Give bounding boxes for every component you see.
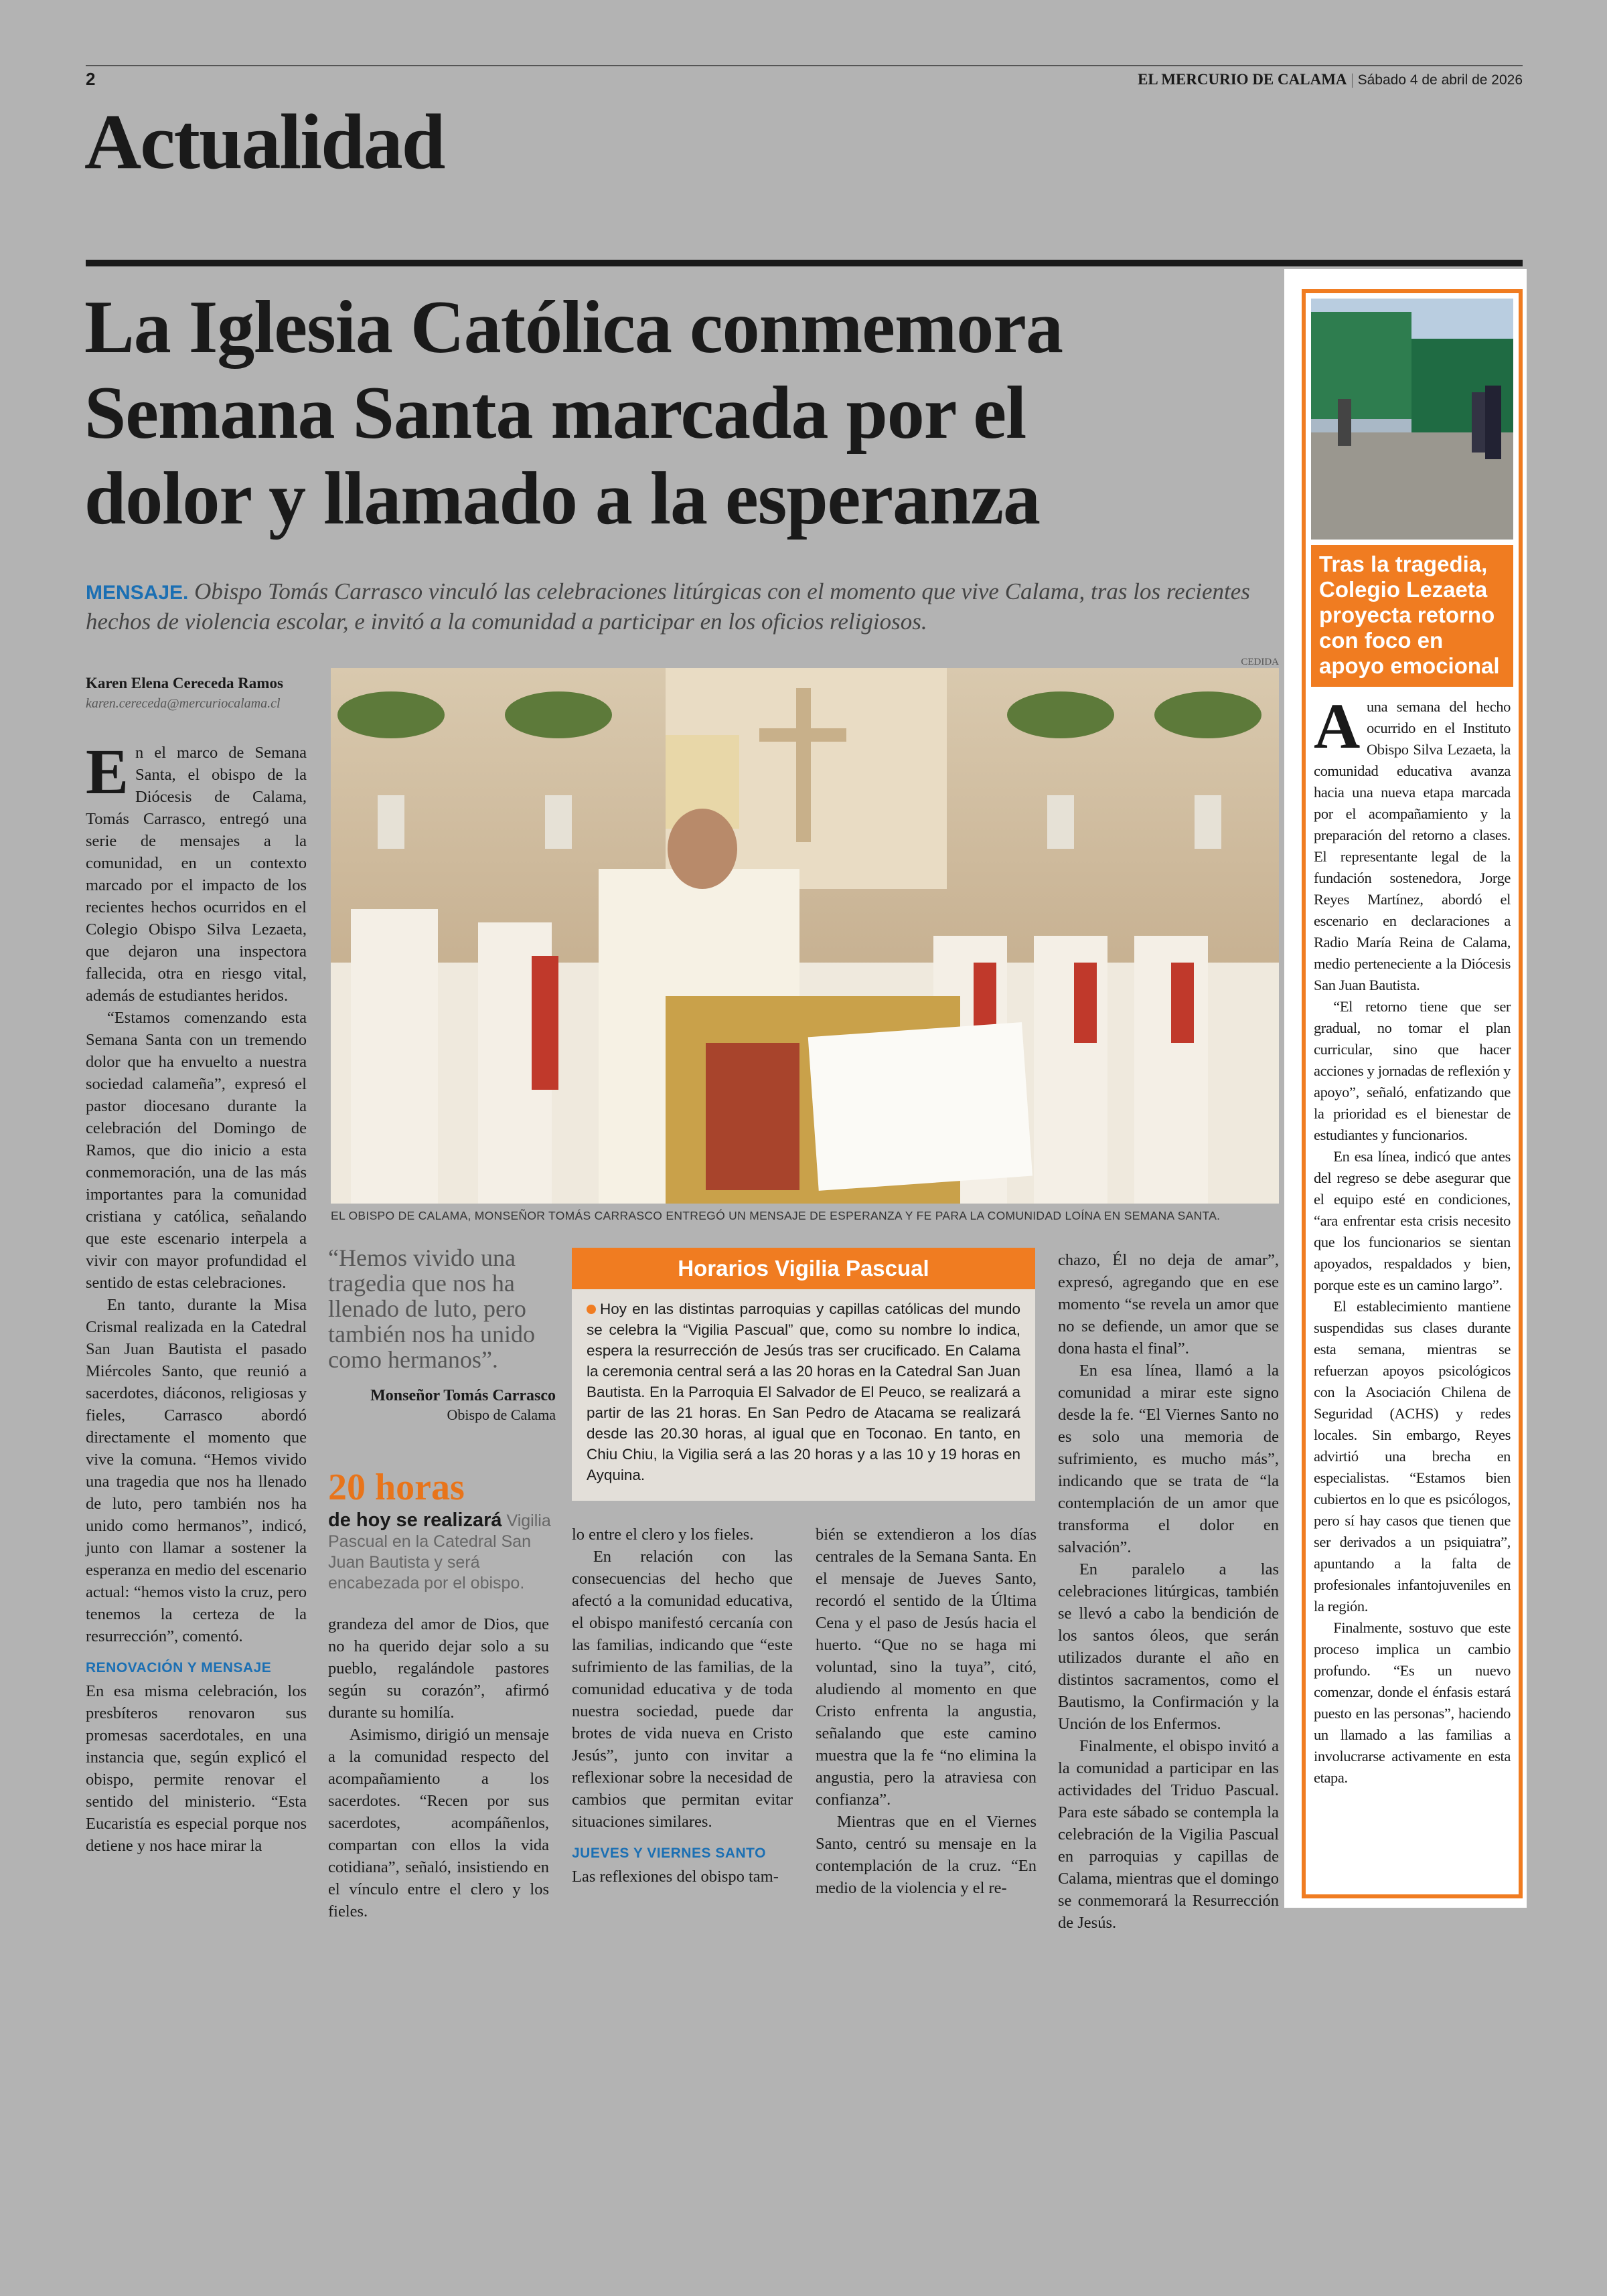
masthead-line: EL MERCURIO DE CALAMA | Sábado 4 de abril de 2026	[1138, 71, 1523, 88]
col2-para-1: grandeza del amor de Dios, que no ha querido dejar solo a su pueblo, regalándole pastores según su corazón”, afirmó durante su homilía.	[328, 1615, 549, 1722]
section-rule	[86, 260, 1523, 266]
col5-para-3: En paralelo a las celebraciones litúrgicas, también se llevó a cabo la bendición de los santos óleos, que serán utilizados durante el año en distintos sacramentos, como el Bautismo, la Confirmación y la Unción de los Enfermos.	[1058, 1560, 1279, 1733]
subheading-jueves-viernes: JUEVES Y VIERNES SANTO	[572, 1846, 766, 1861]
author-name: Karen Elena Cereceda Ramos	[86, 675, 283, 691]
column-3: lo entre el clero y los fieles. En relación con las consecuencias del hecho que afectó a la comunidad educativa, el obispo manifestó cercanía con las familias, indicando que “este sufrimiento de las familias, de la comunidad educativa y de toda nuestra sociedad, puede dar brotes de vida nueva en Cristo Jesús”, junto con invitar a reflexionar sobre la necesidad de cambios que permitan evitar situaciones similares. JUEVES Y VIERNES SANTO Las reflexiones del obispo tam-	[572, 1524, 793, 1888]
lead-text: Obispo Tomás Carrasco vinculó las celebraciones litúrgicas con el momento que vive Calama, tras los recientes hechos de violencia escolar, e invitó a la comunidad a participar en los oficios religiosos.	[86, 578, 1250, 635]
school-entrance-image	[1311, 299, 1513, 540]
big-number-bold: de hoy se realizará	[328, 1509, 502, 1531]
lead-kicker: MENSAJE.	[86, 582, 189, 604]
quote-role: Obispo de Calama	[447, 1406, 556, 1423]
sidebar-para-2: “El retorno tiene que ser gradual, no tomar el plan curricular, sino que hacer acciones y jornadas de reflexión y apoyo”, señaló, enfatizando que la prioridad es el bienestar de estudiantes y funcionarios.	[1314, 998, 1511, 1143]
issue-date: Sábado 4 de abril de 2026	[1357, 72, 1523, 88]
infobox-text: Hoy en las distintas parroquias y capillas católicas del mundo se celebra la “Vigilia Pascual” que, como su nombre lo indica, espera la resurrección de Jesús tras ser crucificado. En Calama la ceremonia central será a las 20 horas en la Catedral San Juan Bautista. En la Parroquia El Salvador de El Peuco, se realizará a partir de las 21 horas. En San Pedro de Atacama se realizará desde las 20.30 horas, al igual que en Toconao. En tanto, en Chiu Chiu, la Vigilia será a las 20 horas y a las 10 y 19 horas en Ayquina.	[587, 1301, 1020, 1483]
col1-para-4: En esa misma celebración, los presbíteros renovaron sus promesas sacerdotales, en una instancia que, según explicó el obispo, permite renovar el sentido del ministerio. “Esta Eucaristía es especial porque nos detiene y nos hace mirar la	[86, 1682, 307, 1855]
infobox	[572, 1248, 1035, 1501]
column-1	[86, 736, 307, 1857]
top-rule	[86, 65, 1523, 66]
infobox-title: Horarios Vigilia Pascual	[572, 1248, 1035, 1289]
photo-credit: CEDIDA	[1241, 657, 1279, 667]
big-number: 20 horas	[328, 1467, 465, 1508]
headline-line-3: dolor y llamado a la esperanza	[84, 457, 1041, 540]
col5-para-1: chazo, Él no deja de amar”, expresó, agregando que en ese momento “se revela un amor que no se defiende, un amor que se dona hasta el final”.	[1058, 1251, 1279, 1358]
page-number: 2	[86, 69, 96, 89]
col3-para-2: Las reflexiones del obispo tam-	[572, 1868, 779, 1886]
col1-para-3: En tanto, durante la Misa Crismal realizada en la Catedral San Juan Bautista el pasado Miércoles Santo, que reunió a sacerdotes, diáconos, religiosas y fieles, Carrasco abordó directamente el momento que vive la comuna. “Hemos vivido una tragedia que nos ha llenado de luto, pero también nos ha unido como hermanos”, indicó, junto con llamar a sostener la esperanza en medio del escenario actual: “hemos visto la cruz, pero tenemos la certeza de la resurrección”, comentó.	[86, 1296, 307, 1645]
headline	[84, 284, 1270, 542]
sidebar-photo	[1311, 299, 1513, 540]
col3-para-1: En relación con las consecuencias del hecho que afectó a la comunidad educativa, el obispo manifestó cercanía con las familias, indicando que “este sufrimiento de las familias, de la comunidad educativa y de toda nuestra sociedad, puede dar brotes de vida nueva en Cristo Jesús”, junto con invitar a reflexionar sobre la necesidad de cambios que permitan evitar situaciones similares.	[572, 1548, 793, 1831]
bishop-mass-image	[331, 668, 1279, 1204]
headline-line-2: Semana Santa marcada por el	[84, 372, 1026, 455]
col2-para-2: Asimismo, dirigió un mensaje a la comunidad respecto del acompañamiento a los sacerdotes. “Recen por sus sacerdotes, acompáñenlos, compartan con ellos la vida cotidiana”, señaló, insistiendo en el vínculo entre el clero y los fieles.	[328, 1726, 549, 1920]
author-email: karen.cereceda@mercuriocalama.cl	[86, 696, 281, 711]
col5-para-2: En esa línea, llamó a la comunidad a mirar este signo desde la fe. “El Viernes Santo no es solo una memoria de sufrimiento, es mucho más”, indicando que se trata de “la contemplación de un amor que transforma el dolor en salvación”.	[1058, 1362, 1279, 1556]
col1-para-1: n el marco de Semana Santa, el obispo de la Diócesis de Calama, Tomás Carrasco, entregó una serie de mensajes a la comunidad, en un contexto marcado por el impacto de los recientes hechos ocurridos en el Colegio Obispo Silva Lezaeta, que dejaron una inspectora fallecida, otra en riesgo vital, además de estudiantes heridos.	[86, 744, 307, 1005]
column-2	[328, 1613, 549, 1922]
big-number-text: Vigilia Pascual en la Catedral San Juan Bautista y será encabezada por el obispo.	[328, 1511, 551, 1592]
sidebar-headline: Tras la tragedia, Colegio Lezaeta proyecta retorno con foco en apoyo emocional	[1311, 545, 1513, 687]
sidebar	[1302, 289, 1523, 1898]
dropcap-e: E	[86, 736, 129, 807]
subheading-renovacion: RENOVACIÓN Y MENSAJE	[86, 1660, 272, 1675]
section-title: Actualidad	[84, 98, 445, 185]
headline-line-1: La Iglesia Católica conmemora	[84, 286, 1063, 369]
masthead: EL MERCURIO DE CALAMA	[1138, 71, 1347, 88]
sidebar-para-3: En esa línea, indicó que antes del regreso se debe asegurar que el equipo esté en condiciones, “ara enfrentar esta crisis necesito que los funcionarios se sientan apoyados, respaldados y bien, porque este es un camino largo”.	[1314, 1148, 1511, 1293]
big-number-box	[328, 1467, 556, 1594]
sidebar-para-1: una semana del hecho ocurrido en el Instituto Obispo Silva Lezaeta, la comunidad educativa avanza hacia una nueva etapa marcada por el acompañamiento y la preparación del retorno a clases. El representante legal de la fundación sostenedora, Jorge Reyes Martínez, abordó el escenario en declaraciones a Radio María Reina de Calama, medio perteneciente a la Diócesis San Juan Bautista.	[1314, 698, 1511, 993]
photo-caption: EL OBISPO DE CALAMA, MONSEÑOR TOMÁS CARRASCO ENTREGÓ UN MENSAJE DE ESPERANZA Y FE PARA LA COMUNIDAD LOÍNA EN SEMANA SANTA.	[331, 1209, 1221, 1222]
col4-para-2: Mientras que en el Viernes Santo, centró su mensaje en la contemplación de la cruz. “En medio de la violencia y el re-	[816, 1813, 1037, 1897]
column-5	[1058, 1249, 1279, 1934]
quote-text: “Hemos vivido una tragedia que nos ha llenado de luto, pero también nos ha unido como hermanos”.	[328, 1244, 535, 1373]
col5-para-4: Finalmente, el obispo invitó a la comunidad a participar en las actividades del Triduo Pascual. Para este sábado se contempla la celebración de la Vigilia Pascual en parroquias y capillas de Calama, mientras que el domingo se conmemorará la Resurrección de Jesús.	[1058, 1737, 1279, 1932]
lead	[86, 577, 1278, 636]
col1-para-2: “Estamos comenzando esta Semana Santa con un tremendo dolor que ha envuelto a nuestra sociedad calameña”, expresó el pastor diocesano durante la celebración del Domingo de Ramos, que dio inicio a esta conmemoración, una de las más importantes para la comunidad cristiana y católica, señalando que este escenario interpela a vivir con mayor profundidad el sentido de estas celebraciones.	[86, 1009, 307, 1292]
pull-quote	[328, 1245, 556, 1424]
sidebar-para-4: El establecimiento mantiene suspendidas sus clases durante esta semana, mientras se refuerzan apoyos psicológicos con la Asociación Chilena de Seguridad (ACHS) y redes locales. Sin embargo, Reyes advirtió una brecha en especialistas. “Estamos bien cubiertos en lo que es psicólogos, pero sí hay casos que tienen que ser derivados a un psiquiatra”, apuntando a la falta de profesionales infantojuveniles en la región.	[1314, 1298, 1511, 1615]
sidebar-body	[1306, 687, 1519, 1789]
column-4	[816, 1524, 1037, 1899]
sidebar-para-5: Finalmente, sostuvo que este proceso implica un cambio profundo. “Es un nuevo comenzar, donde el énfasis estará puesto en las personas”, haciendo un llamado a las familias a involucrarse activamente en esta etapa.	[1314, 1619, 1511, 1786]
quote-author: Monseñor Tomás Carrasco	[370, 1387, 556, 1404]
byline	[86, 675, 327, 712]
main-photo	[331, 668, 1279, 1204]
bullet-icon	[587, 1305, 596, 1314]
col4-para-1: bién se extendieron a los días centrales de la Semana Santa. En el mensaje de Jueves Santo, recordó el sentido de la Última Cena y el paso de Jesús hacia el huerto. “Que no se haga mi voluntad, sino la tuya”, citó, aludiendo al momento en que Cristo enfrenta la angustia, señalando que este camino muestra que la fe “no elimina la angustia, pero la atraviesa con confianza”.	[816, 1526, 1037, 1809]
dropcap-a: A	[1314, 690, 1360, 762]
